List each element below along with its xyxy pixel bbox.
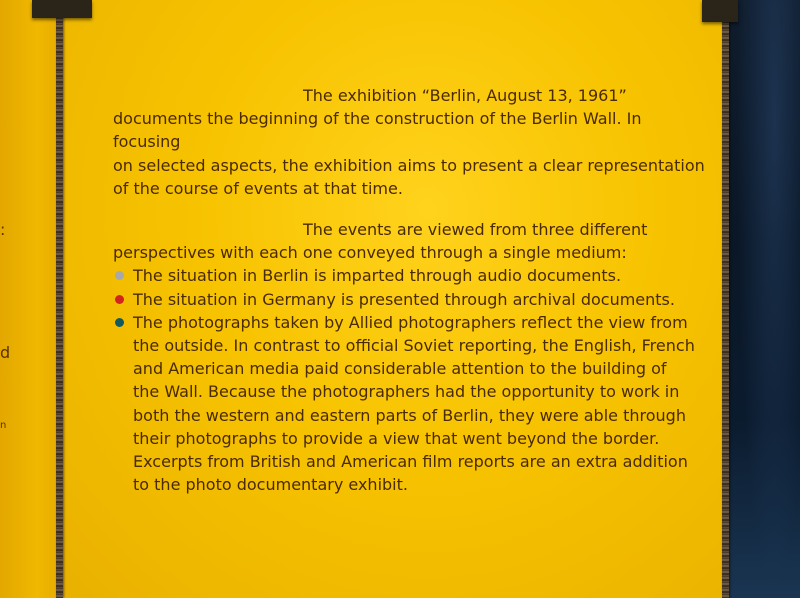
paragraph-intro: [113, 84, 713, 200]
adjacent-panel-text-fragment: :: [0, 220, 6, 239]
list-item-berlin: [113, 264, 713, 287]
intro-line: of the course of events at that time.: [113, 178, 403, 198]
perspectives-line: The events are viewed from three different: [303, 220, 648, 240]
list-item-text: The situation in Germany is presented through archival documents.: [133, 289, 675, 309]
hanging-cable-left: [56, 0, 63, 598]
hanging-cable-right: [722, 0, 729, 598]
list-item-text: to the photo documentary exhibit.: [133, 475, 408, 495]
exhibit-description: [113, 84, 713, 496]
intro-line: on selected aspects, the exhibition aims to present a clear representation: [113, 155, 705, 175]
list-item-text: The photographs taken by Allied photographers reflect the view from: [133, 312, 688, 332]
list-item-text: and American media paid considerable attention to the building of: [133, 359, 667, 379]
adjacent-panel-text-fragment: n: [0, 420, 7, 431]
teal-bullet-icon: [115, 318, 124, 327]
perspectives-line: perspectives with each one conveyed through a single medium:: [113, 243, 627, 263]
list-item-photographs: [113, 311, 713, 497]
adjacent-panel-text-fragment: d: [0, 343, 11, 362]
intro-line: documents the beginning of the construction of the Berlin Wall. In focusing: [113, 109, 642, 152]
list-item-text: both the western and eastern parts of Berlin, they were able through: [133, 405, 686, 425]
perspectives-list: [113, 264, 713, 496]
list-item-germany: [113, 288, 713, 311]
intro-line: The exhibition “Berlin, August 13, 1961”: [303, 86, 627, 105]
list-item-text: the outside. In contrast to official Soviet reporting, the English, French: [133, 336, 695, 356]
grey-bullet-icon: [115, 271, 124, 280]
red-bullet-icon: [115, 295, 124, 304]
window-reflection: [736, 0, 800, 598]
list-item-text: Excerpts from British and American film reports are an extra addition: [133, 452, 688, 472]
adjacent-panel: [0, 0, 62, 598]
list-item-text: their photographs to provide a view that went beyond the border.: [133, 428, 660, 448]
list-item-text: The situation in Berlin is imparted through audio documents.: [133, 266, 622, 286]
list-item-text: the Wall. Because the photographers had the opportunity to work in: [133, 382, 680, 402]
paragraph-perspectives: [113, 218, 713, 264]
cable-clamp-right: [702, 0, 738, 22]
cable-clamp-left: [32, 0, 92, 18]
